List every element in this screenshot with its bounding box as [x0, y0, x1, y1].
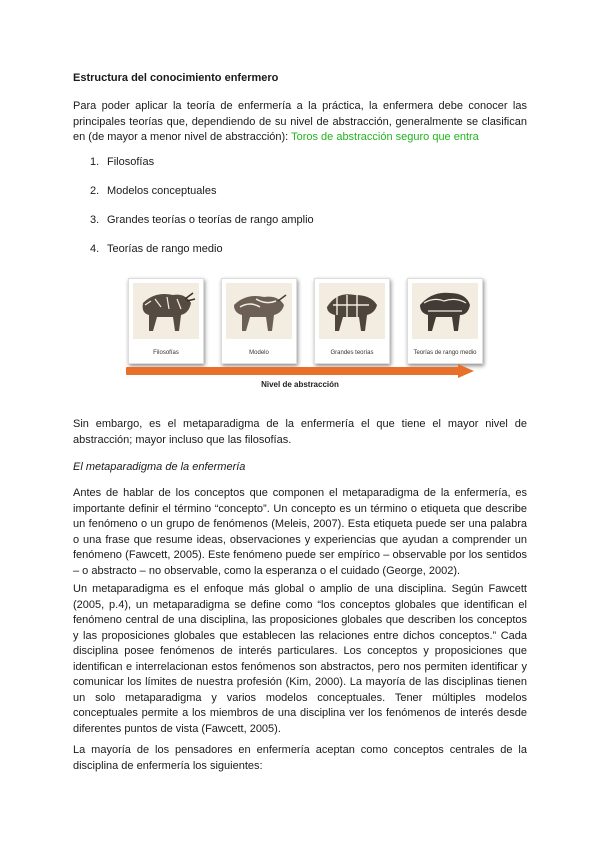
card-caption: Filosofías [153, 350, 179, 356]
bull-card-2 [221, 278, 297, 364]
definition-paragraph: Un metaparadigma es el enfoque más global o amplio de una disciplina. Según Fawcett (2005, p.4), un metaparadigma se define como “los conceptos globales que identifican el fenómeno central de una disciplina, las proposiciones globales que describen los conceptos y las proposiciones globales que establecen las relaciones entre dichos conceptos.” Cada disciplina posee fenómenos de interés particulares. Los conceptos y proposiciones que identifican e interrelacionan estos fenómenos son abstractos, pero nos permiten identificar y comunicar los límites de nuestra profesión (Kim, 2000). La mayoría de las disciplinas tienen un solo metaparadigma y varios modelos conceptuales. Tener múltiples modelos conceptuales permite a los miembros de una disciplina ver los fenómenos de interés desde diferentes puntos de vista (Fawcett, 2005). [73, 583, 527, 735]
bull-card-4 [407, 278, 483, 364]
bull-drawing-detailed-icon [133, 283, 199, 339]
arrow-label: Nivel de abstracción [261, 380, 339, 389]
list-item [90, 214, 314, 226]
bull-drawing-abstract-icon [412, 283, 478, 339]
abstraction-figure [120, 274, 480, 396]
intro-highlight-note: Toros de abstracción seguro que entra [291, 131, 479, 143]
abstraction-arrow-icon [126, 364, 474, 378]
list-text: Grandes teorías o teorías de rango amplio [107, 214, 314, 226]
intro-text: Para poder aplicar la teoría de enfermería a la práctica, la enfermera debe conocer las principales teorías que, dependiendo de su nivel de abstracción, generalmente se clasifican en (de mayor a menor nivel de abstracción): [73, 100, 527, 143]
bull-drawing-segmented-icon [319, 283, 385, 339]
list-number: 2. [90, 185, 100, 197]
card-caption: Grandes teorías [330, 350, 374, 356]
list-number: 1. [90, 156, 100, 168]
closing-paragraph: La mayoría de los pensadores en enfermería aceptan como conceptos centrales de la disciplina de enfermería los siguientes: [73, 744, 527, 772]
card-caption: Modelo [249, 350, 269, 356]
bull-drawing-shaded-icon [226, 283, 292, 339]
list-item [90, 185, 216, 197]
list-item [90, 243, 223, 255]
section-heading: Estructura del conocimiento enfermero [73, 72, 279, 84]
list-item [90, 156, 154, 168]
intro-paragraph [73, 99, 527, 146]
list-number: 4. [90, 243, 100, 255]
concepts-paragraph: Antes de hablar de los conceptos que componen el metaparadigma de la enfermería, es importante definir el término “concepto”. Un concepto es un término o etiqueta que describe un fenómeno o un grupo de fenómenos (Meleis, 2007). Esta etiqueta puede ser una palabra o una frase que resume ideas, observaciones y experiencias que ayudan a comprender un fenómeno (Fawcett, 2005). Este fenómeno puede ser empírico – observable por los sentidos – o abstracto – no observable, como la esperanza o el cuidado (George, 2002). [73, 487, 527, 577]
list-text: Teorías de rango medio [107, 243, 223, 255]
card-caption: Teorías de rango medio [413, 350, 477, 356]
metaparadigm-paragraph: Sin embargo, es el metaparadigma de la enfermería el que tiene el mayor nivel de abstracción; mayor incluso que las filosofías. [73, 418, 527, 446]
bull-card-1 [128, 278, 204, 364]
list-number: 3. [90, 214, 100, 226]
list-text: Modelos conceptuales [107, 185, 217, 197]
subheading: El metaparadigma de la enfermería [73, 461, 246, 473]
bull-card-3 [314, 278, 390, 364]
list-text: Filosofías [107, 156, 155, 168]
